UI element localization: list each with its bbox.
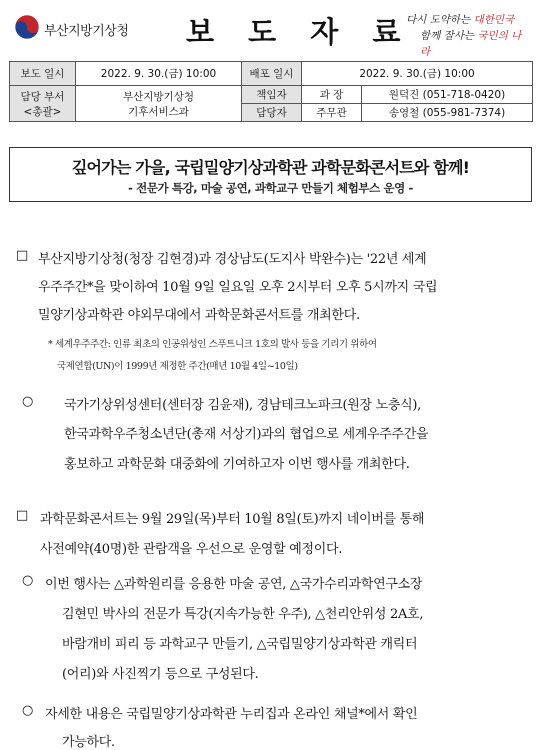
paragraph-4-line-4: (어리)와 사진찍기 등으로 구성된다. <box>62 667 259 682</box>
paragraph-4-line-2: 김현민 박사의 전문가 특강(지속가능한 우주), △천리안위성 2A호, <box>62 607 424 622</box>
release-time-label: 보도 일시 <box>10 62 76 86</box>
staff-contact: 송영철 (055-981-7374) <box>362 104 533 122</box>
manager-label: 책임자 <box>242 86 302 104</box>
circle-bullet: ○ <box>22 703 34 718</box>
paragraph-5-line-2: 가능하다. <box>62 735 115 750</box>
footnote-line-2: 국제연합(UN)이 1999년 제정한 주간(매년 10월 4일~10일) <box>57 361 298 372</box>
circle-bullet: ○ <box>22 394 34 409</box>
staff-label: 담당자 <box>242 104 302 122</box>
government-taegeuk-logo-icon <box>14 14 40 40</box>
press-release-title: 보 도 자 료 <box>186 15 413 49</box>
paragraph-2-line-3: 홍보하고 과학문화 대중화에 기여하고자 이번 행사를 개최한다. <box>64 457 410 472</box>
paragraph-4-line-1: 이번 행사는 △과학원리를 응용한 마술 공연, △국가수리과학연구소장 <box>45 577 423 592</box>
staff-title: 주무관 <box>302 104 362 122</box>
slogan-line-2: 함께 잘사는 국민의 나라 <box>420 30 522 58</box>
department-label: 담당 부서 <총괄> <box>10 86 76 122</box>
org-name: 부산지방기상청 <box>44 24 129 39</box>
distribution-time-value: 2022. 9. 30.(금) 10:00 <box>302 62 533 86</box>
paragraph-5-line-1: 자세한 내용은 국립밀양기상과학관 누리집과 온라인 채널*에서 확인 <box>45 707 418 722</box>
distribution-time-label: 배포 일시 <box>242 62 302 86</box>
release-time-value: 2022. 9. 30.(금) 10:00 <box>76 62 242 86</box>
square-bullet: □ <box>16 248 29 263</box>
paragraph-1-line-1: 부산지방기상청(청장 김현경)과 경상남도(도지사 박완수)는 '22년 세계 <box>38 252 427 267</box>
manager-title: 과 장 <box>302 86 362 104</box>
slogan <box>406 12 531 60</box>
paragraph-3-line-1: 과학문화콘서트는 9월 29일(목)부터 10월 8일(토)까지 네이버를 통해 <box>40 512 425 527</box>
manager-contact: 원덕진 (051-718-0420) <box>362 86 533 104</box>
paragraph-2-line-1: 국가기상위성센터(센터장 김윤재), 경남테크노파크(원장 노충식), <box>64 398 421 413</box>
paragraph-4-line-3: 바람개비 피리 등 과학교구 만들기, △국립밀양기상과학관 캐릭터 <box>62 637 418 652</box>
footnote-line-1: * 세계우주주간: 인류 최초의 인공위성인 스푸트니크 1호의 발사 등을 기리기 위하여 <box>48 339 377 350</box>
headline-box <box>9 147 532 202</box>
circle-bullet: ○ <box>22 573 34 588</box>
slogan-line-1: 다시 도약하는 대한민국 <box>406 14 515 26</box>
subheadline: - 전문가 특강, 마술 공연, 과학교구 만들기 체험부스 운영 - <box>128 181 413 195</box>
paragraph-1-line-3: 밀양기상과학관 야외무대에서 과학문화콘서트를 개최한다. <box>38 308 360 323</box>
department-value: 부산지방기상청 기후서비스과 <box>76 86 242 122</box>
square-bullet: □ <box>16 508 29 523</box>
paragraph-3-line-2: 사전예약(40명)한 관람객을 우선으로 운영할 예정이다. <box>40 542 343 557</box>
paragraph-1-line-2: 우주주간*을 맞이하여 10월 9일 일요일 오후 2시부터 오후 5시까지 국립 <box>38 280 438 295</box>
paragraph-2-line-2: 한국과학우주청소년단(총재 서상기)과의 협업으로 세계우주주간을 <box>64 427 429 442</box>
headline: 깊어가는 가을, 국립밀양기상과학관 과학문화콘서트와 함께! <box>71 158 470 177</box>
release-info-table <box>9 61 533 122</box>
